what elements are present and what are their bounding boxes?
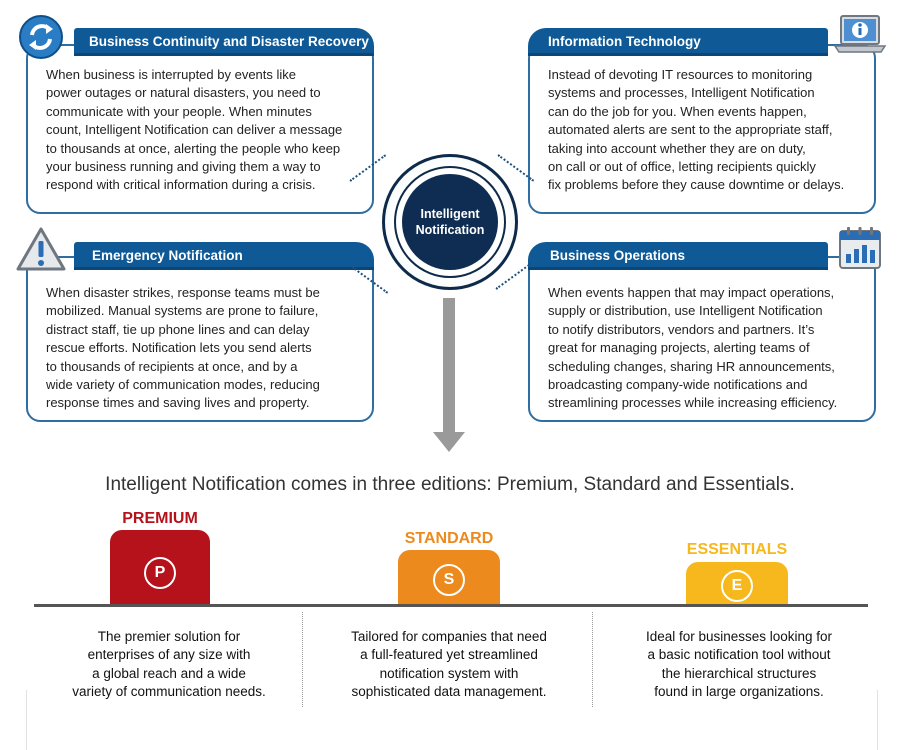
hub-intelligent-notification: Intelligent Notification: [402, 174, 498, 270]
editions-heading: Intelligent Notification comes in three editions: Premium, Standard and Essentials.: [105, 474, 795, 495]
card-title-business-operations: Business Operations: [528, 242, 828, 270]
edition-title-standard: STANDARD: [404, 530, 494, 547]
card-text-business-continuity: When business is interrupted by events like power outages or natural disasters, you need to communicate with your people. When minutes count, Intelligent Notification can deliver a message to thousands at once, alerting the people who keep your business running and giving them a way to respond with critical information during a crisis.: [46, 67, 343, 193]
card-text-emergency-notification: When disaster strikes, response teams must be mobilized. Manual systems are prone to failure, distract staff, tie up phone lines and can delay rescue efforts. Notification lets you send alerts to thousands of recipients at once, and by a wide variety of communication modes, reducing response times and saving lives and property.: [46, 285, 320, 411]
edition-badge-standard: S: [433, 564, 465, 596]
calendar-chart-icon: [838, 226, 882, 270]
edition-desc-essentials: Ideal for businesses looking for a basic notification tool without the hierarchical structures found in large organizations.: [645, 629, 833, 700]
laptop-info-icon: [834, 14, 886, 56]
editions-baseline: [34, 604, 868, 607]
card-text-business-operations: When events happen that may impact operations, supply or distribution, use Intelligent Notification to notify distributors, vendors and partners. It’s great for managing projects, alerting teams of scheduling changes, sharing HR announcements, broadcasting company-wide notifications and streamlining processes while increasing efficiency.: [548, 285, 838, 411]
refresh-icon: [18, 14, 64, 60]
edition-badge-premium: P: [144, 557, 176, 589]
card-title-emergency-notification: Emergency Notification: [74, 242, 374, 270]
down-arrow-shaft: [443, 298, 455, 433]
bottom-frame: [26, 690, 878, 750]
card-title-information-technology: Information Technology: [528, 28, 828, 56]
down-arrow-icon: [433, 432, 465, 452]
edition-title-premium: PREMIUM: [122, 510, 198, 527]
edition-desc-standard: Tailored for companies that need a full-featured yet streamlined notification system with sophisticated data management.: [351, 629, 547, 700]
edition-desc-premium: The premier solution for enterprises of any size with a global reach and a wide variety of communication needs.: [72, 629, 266, 700]
card-title-business-continuity: Business Continuity and Disaster Recovery: [74, 28, 374, 56]
edition-title-essentials: ESSENTIALS: [686, 541, 788, 558]
edition-badge-essentials: E: [721, 570, 753, 602]
card-text-information-technology: Instead of devoting IT resources to monitoring systems and processes, Intelligent Notification can do the job for you. When events happen, automated alerts are sent to the appropriate staff, taking into account whether they are on duty, on call or out of office, letting recipients quickly fix problems before they cause downtime or delays.: [548, 67, 845, 193]
warning-icon: [16, 226, 66, 272]
